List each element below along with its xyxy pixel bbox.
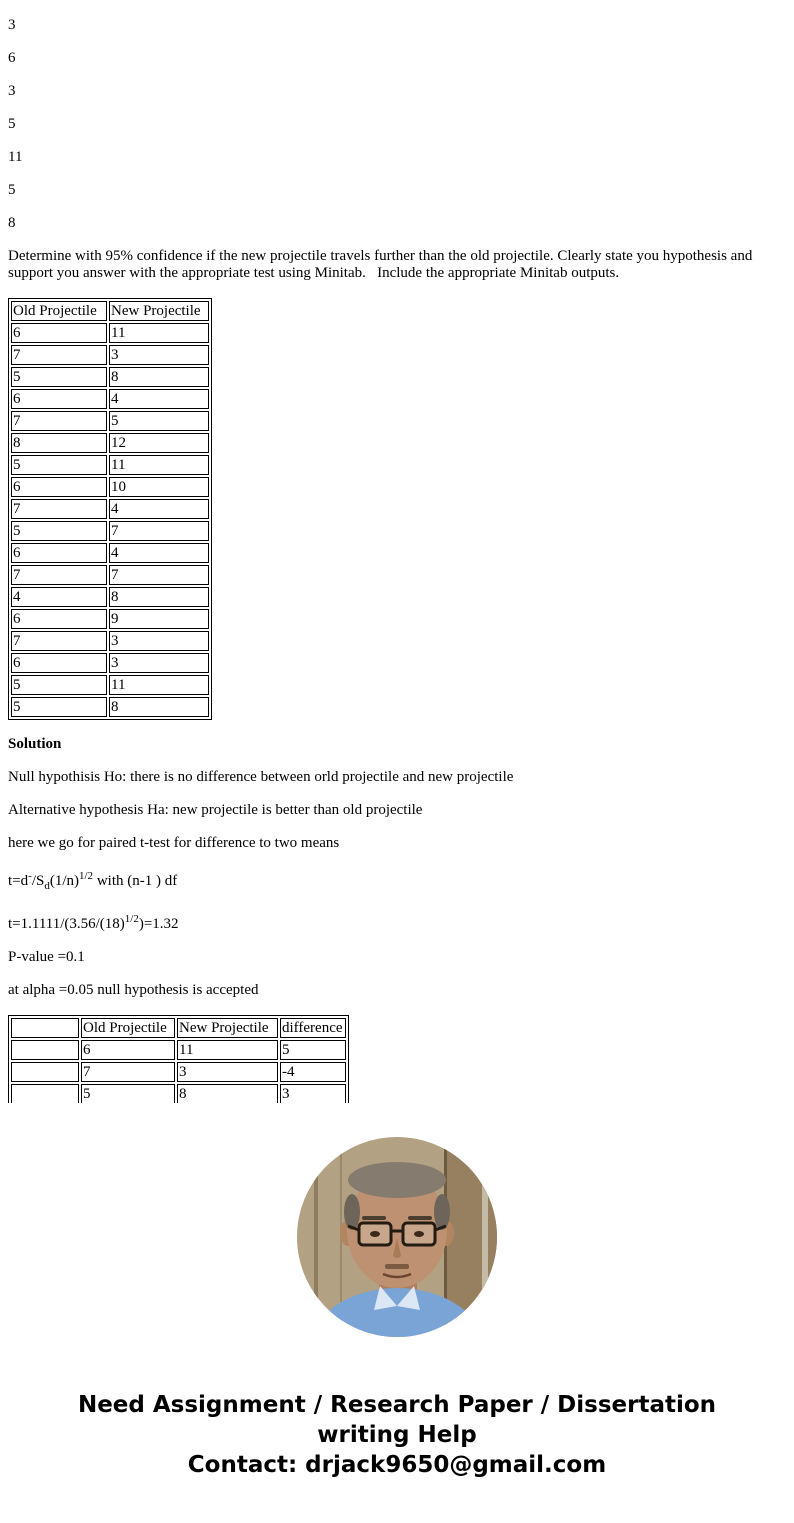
table-row bbox=[11, 631, 209, 651]
difference-table-body bbox=[11, 1018, 346, 1103]
table-cell: 11 bbox=[109, 455, 209, 475]
table-cell: 7 bbox=[11, 631, 107, 651]
table-cell: 7 bbox=[109, 521, 209, 541]
formula-part: with (n-1 ) df bbox=[93, 873, 178, 889]
formula-t-computed bbox=[8, 911, 786, 933]
formula-part-sup: 1/2 bbox=[124, 913, 139, 925]
list-number: 5 bbox=[8, 116, 16, 132]
table-cell: 3 bbox=[109, 653, 209, 673]
solution-heading: Solution bbox=[8, 736, 62, 752]
table-cell bbox=[11, 1040, 79, 1060]
list-number: 8 bbox=[8, 215, 16, 231]
table-cell: Old Projectile bbox=[11, 301, 107, 321]
table-cell: 8 bbox=[177, 1084, 278, 1103]
table-cell: 4 bbox=[109, 543, 209, 563]
list-number: 3 bbox=[8, 83, 16, 99]
table-row bbox=[11, 609, 209, 629]
table-cell: 4 bbox=[109, 389, 209, 409]
table-cell: 11 bbox=[109, 323, 209, 343]
table-cell: 7 bbox=[11, 411, 107, 431]
table-row bbox=[11, 521, 209, 541]
table-row bbox=[11, 433, 209, 453]
table-cell: 5 bbox=[11, 697, 107, 717]
table-cell: Old Projectile bbox=[81, 1018, 175, 1038]
table-cell: 6 bbox=[11, 477, 107, 497]
table-cell: 5 bbox=[11, 455, 107, 475]
table-cell: 6 bbox=[11, 543, 107, 563]
table-cell bbox=[11, 1018, 79, 1038]
table-cell: 7 bbox=[11, 565, 107, 585]
table-row bbox=[11, 543, 209, 563]
table-row bbox=[11, 1084, 346, 1103]
table-row bbox=[11, 323, 209, 343]
table-row bbox=[11, 1062, 346, 1082]
table-cell: 7 bbox=[109, 565, 209, 585]
difference-table bbox=[8, 1015, 349, 1103]
table-row bbox=[11, 499, 209, 519]
person-photo-art bbox=[296, 1136, 498, 1338]
alt-hypothesis-line: Alternative hypothesis Ha: new projectile is better than old projectile bbox=[8, 802, 423, 818]
table-cell: New Projectile bbox=[177, 1018, 278, 1038]
projectile-table-wrap bbox=[8, 298, 786, 720]
person-photo bbox=[296, 1136, 498, 1338]
null-hypothesis-line: Null hypothisis Ho: there is no difference between orld projectile and new projectile bbox=[8, 769, 514, 785]
table-row bbox=[11, 1018, 346, 1038]
table-cell: 3 bbox=[177, 1062, 278, 1082]
table-cell: 3 bbox=[280, 1084, 346, 1103]
footer-line-1: Need Assignment / Research Paper / Dissertation bbox=[77, 1392, 717, 1418]
table-row bbox=[11, 653, 209, 673]
table-cell: 5 bbox=[11, 675, 107, 695]
table-cell: 5 bbox=[109, 411, 209, 431]
table-row bbox=[11, 411, 209, 431]
table-cell: 11 bbox=[177, 1040, 278, 1060]
list-number: 11 bbox=[8, 149, 23, 165]
formula-part: t=d bbox=[8, 873, 29, 889]
table-cell: 12 bbox=[109, 433, 209, 453]
formula-part-sup: 1/2 bbox=[79, 870, 94, 882]
table-row bbox=[11, 389, 209, 409]
table-row bbox=[11, 455, 209, 475]
table-cell: -4 bbox=[280, 1062, 346, 1082]
footer-banner bbox=[8, 1390, 786, 1506]
table-cell: 5 bbox=[11, 367, 107, 387]
footer-line-2: writing Help bbox=[317, 1422, 477, 1448]
table-row bbox=[11, 345, 209, 365]
table-cell: 4 bbox=[109, 499, 209, 519]
table-cell: 7 bbox=[81, 1062, 175, 1082]
table-cell: 5 bbox=[280, 1040, 346, 1060]
table-cell: 8 bbox=[109, 697, 209, 717]
number-list bbox=[8, 17, 786, 232]
table-cell: 3 bbox=[109, 345, 209, 365]
footer-contact-email: Contact: drjack9650@gmail.com bbox=[187, 1452, 607, 1478]
table-cell bbox=[11, 1084, 79, 1103]
formula-part-sub: d bbox=[44, 880, 50, 892]
table-cell: 11 bbox=[109, 675, 209, 695]
conclusion-line: at alpha =0.05 null hypothesis is accepted bbox=[8, 982, 259, 998]
table-row bbox=[11, 587, 209, 607]
projectile-table-body bbox=[11, 301, 209, 717]
projectile-table bbox=[8, 298, 212, 720]
avatar-wrap bbox=[8, 1136, 786, 1338]
formula-part: t=1.1111/(3.56/(18) bbox=[8, 916, 125, 932]
difference-table-clip bbox=[8, 1015, 786, 1103]
table-cell: 4 bbox=[11, 587, 107, 607]
list-number: 3 bbox=[8, 17, 16, 33]
table-cell: difference bbox=[280, 1018, 346, 1038]
table-cell: 6 bbox=[11, 323, 107, 343]
table-row bbox=[11, 565, 209, 585]
test-description-line: here we go for paired t-test for difference to two means bbox=[8, 835, 340, 851]
table-row bbox=[11, 675, 209, 695]
formula-t-general bbox=[8, 868, 786, 895]
formula-part-sup: - bbox=[28, 870, 32, 882]
table-row bbox=[11, 1040, 346, 1060]
table-row bbox=[11, 301, 209, 321]
question-text: Determine with 95% confidence if the new projectile travels further than the old projectile. Clearly state you hypothesis and support you answer with the appropriate test using Minitab. Include the appropriate Minitab outputs. bbox=[8, 248, 757, 281]
table-cell: 6 bbox=[11, 609, 107, 629]
table-row bbox=[11, 367, 209, 387]
table-cell: 6 bbox=[11, 389, 107, 409]
table-cell: 5 bbox=[11, 521, 107, 541]
table-cell: New Projectile bbox=[109, 301, 209, 321]
table-cell: 6 bbox=[81, 1040, 175, 1060]
table-cell: 9 bbox=[109, 609, 209, 629]
table-cell: 8 bbox=[109, 587, 209, 607]
table-cell: 5 bbox=[81, 1084, 175, 1103]
table-cell: 10 bbox=[109, 477, 209, 497]
list-number: 6 bbox=[8, 50, 16, 66]
formula-part: /S bbox=[31, 873, 45, 889]
table-row bbox=[11, 477, 209, 497]
table-cell: 8 bbox=[109, 367, 209, 387]
p-value-line: P-value =0.1 bbox=[8, 949, 85, 965]
table-cell: 7 bbox=[11, 345, 107, 365]
formula-part: (1/n) bbox=[49, 873, 79, 889]
list-number: 5 bbox=[8, 182, 16, 198]
table-cell: 3 bbox=[109, 631, 209, 651]
table-row bbox=[11, 697, 209, 717]
table-cell bbox=[11, 1062, 79, 1082]
table-cell: 6 bbox=[11, 653, 107, 673]
formula-part: )=1.32 bbox=[138, 916, 179, 932]
table-cell: 7 bbox=[11, 499, 107, 519]
table-cell: 8 bbox=[11, 433, 107, 453]
